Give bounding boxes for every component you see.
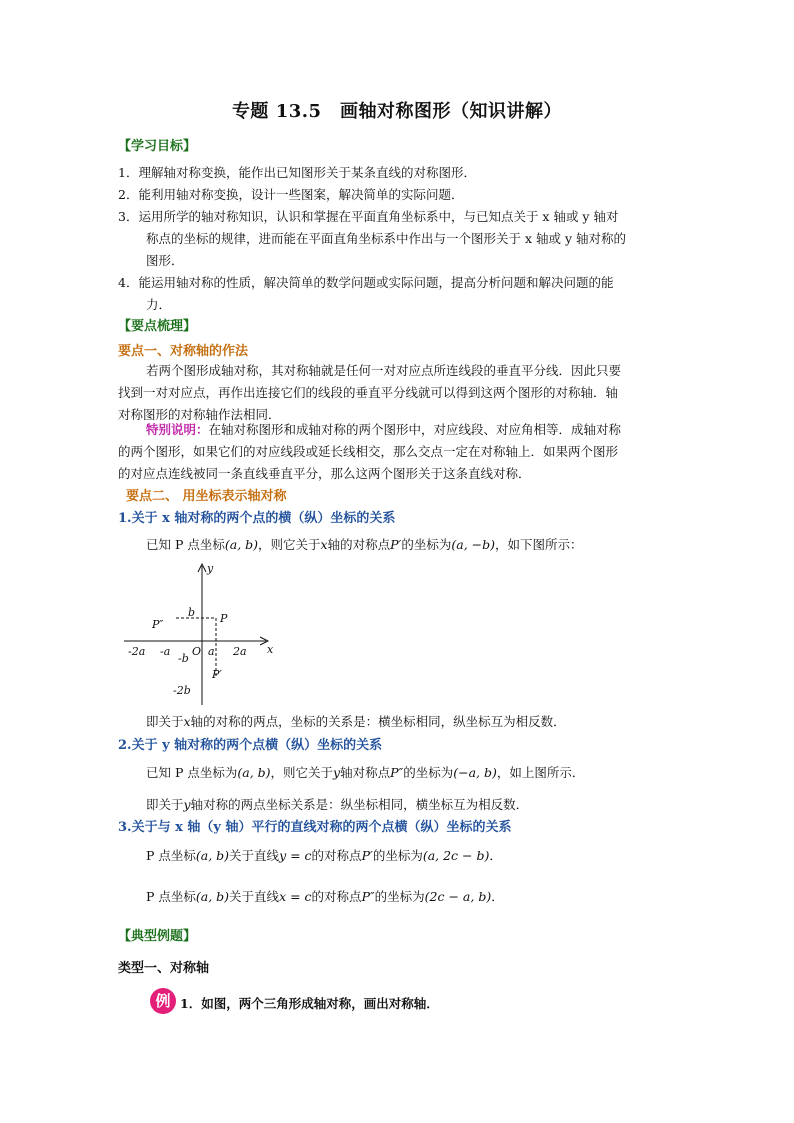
section-header-keypoints: 【要点梳理】 bbox=[118, 319, 197, 334]
label-p: P bbox=[220, 612, 228, 625]
kp2-section-2-title: 2.关于 y 轴对称的两个点横（纵）坐标的关系 bbox=[118, 738, 383, 753]
example-type-1: 类型一、对称轴 bbox=[118, 961, 210, 976]
kp1-paragraph-line: 若两个图形成轴对称，其对称轴就是任何一对对应点所连线段的垂直平分线．因此只要 bbox=[146, 363, 622, 378]
label-neg-2b: -2b bbox=[173, 684, 191, 697]
kp2-s3-line-1: P 点坐标(a, b)关于直线y = c的对称点P′的坐标为(a, 2c − b)． bbox=[146, 848, 502, 863]
label-a: a bbox=[208, 645, 215, 658]
section-header-examples: 【典型例题】 bbox=[118, 929, 197, 944]
note-label: 特别说明： bbox=[146, 422, 209, 437]
label-y: y bbox=[207, 562, 214, 575]
kp2-s2-text: 已知 P 点坐标为(a, b)，则它关于y轴对称点P″的坐标为(−a, b)，如上图所示． bbox=[146, 765, 585, 780]
keypoint-2-heading: 要点二、 用坐标表示轴对称 bbox=[126, 489, 287, 504]
kp2-s3-line-2: P 点坐标(a, b)关于直线x = c的对称点P″的坐标为(2c − a, b)． bbox=[146, 889, 504, 904]
page-title: 专题 13.5 画轴对称图形（知识讲解） bbox=[231, 101, 563, 122]
label-neg-2a: -2a bbox=[128, 645, 146, 658]
kp2-s1-conclusion: 即关于x轴的对称的两点，坐标的关系是：横坐标相同，纵坐标互为相反数． bbox=[146, 714, 566, 729]
kp2-s2-conclusion: 即关于y轴对称的两点坐标关系是：纵坐标相同，横坐标互为相反数． bbox=[146, 797, 529, 812]
label-p-prime: P′ bbox=[212, 668, 222, 681]
kp2-s1-text: 已知 P 点坐标(a, b)，则它关于x轴的对称点P′的坐标为(a, −b)，如下图所示： bbox=[146, 537, 583, 552]
goal-item: 1．理解轴对称变换，能作出已知图形关于某条直线的对称图形． bbox=[118, 165, 476, 180]
goal-item: 称点的坐标的规律，进而能在平面直角坐标系中作出与一个图形关于 x 轴或 y 轴对称的 bbox=[146, 231, 627, 246]
goal-item: 图形． bbox=[146, 253, 184, 268]
label-origin: O bbox=[192, 645, 202, 658]
label-2a: 2a bbox=[233, 645, 247, 658]
kp2-section-1-title: 1.关于 x 轴对称的两个点的横（纵）坐标的关系 bbox=[118, 511, 396, 526]
label-x: x bbox=[267, 643, 274, 656]
kp2-section-3-title: 3.关于与 x 轴（y 轴）平行的直线对称的两个点横（纵）坐标的关系 bbox=[118, 820, 512, 835]
goal-item: 3．运用所学的轴对称知识，认识和掌握在平面直角坐标系中，与已知点关于 x 轴或 y 轴对 bbox=[118, 209, 619, 224]
label-p-double-prime: P″ bbox=[152, 618, 164, 631]
example-question-1: 1．如图，两个三角形成轴对称，画出对称轴． bbox=[180, 996, 439, 1011]
kp1-note-line: 的对应点连线被同一条直线垂直平分，那么这两个图形关于这条直线对称． bbox=[118, 466, 531, 481]
goal-item: 力． bbox=[146, 297, 172, 312]
label-neg-b: -b bbox=[178, 652, 189, 665]
example-badge-icon: 例 bbox=[150, 988, 176, 1014]
goal-item: 4．能运用轴对称的性质，解决简单的数学问题或实际问题，提高分析问题和解决问题的能 bbox=[118, 275, 614, 290]
section-header-goals: 【学习目标】 bbox=[118, 139, 197, 154]
kp1-note-line bbox=[146, 420, 621, 438]
keypoint-1-heading: 要点一、对称轴的作法 bbox=[118, 344, 249, 359]
kp1-paragraph-line: 找到一对对应点，再作出连接它们的线段的垂直平分线就可以得到这两个图形的对称轴．轴 bbox=[118, 385, 619, 400]
label-neg-a: -a bbox=[160, 645, 171, 658]
note-text: 在轴对称图形和成轴对称的两个图形中，对应线段、对应角相等．成轴对称 bbox=[208, 422, 622, 437]
coordinate-figure bbox=[116, 560, 281, 710]
kp1-note-line: 的两个图形，如果它们的对应线段或延长线相交，那么交点一定在对称轴上．如果两个图形 bbox=[118, 444, 619, 459]
label-b: b bbox=[188, 606, 196, 619]
kp1-paragraph-line: 对称图形的对称轴作法相同． bbox=[118, 407, 281, 422]
goal-item: 2．能利用轴对称变换，设计一些图案，解决简单的实际问题． bbox=[118, 187, 464, 202]
